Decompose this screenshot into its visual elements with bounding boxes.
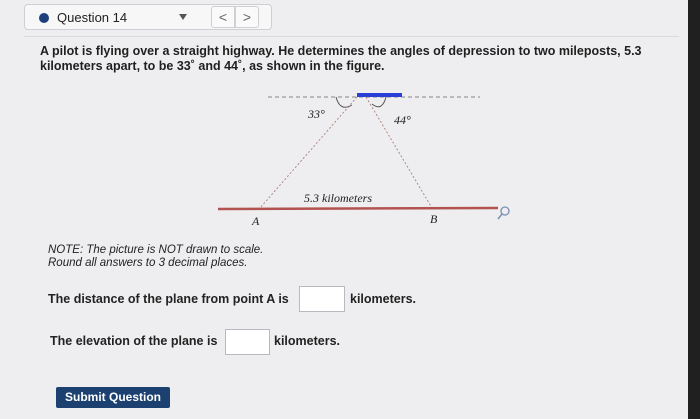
answer-1-input[interactable] xyxy=(299,286,345,312)
question-label: Question 14 xyxy=(57,10,128,25)
point-a-label: A xyxy=(252,214,260,228)
angle-label-right: 44° xyxy=(394,113,411,127)
question-1-unit: kilometers. xyxy=(350,292,417,306)
note-line-1: NOTE: The picture is NOT drawn to scale. xyxy=(48,244,264,256)
question-1-text: The distance of the plane from point A is xyxy=(48,292,289,306)
note-line-2: Round all answers to 3 decimal places. xyxy=(48,257,248,269)
highway-line xyxy=(218,208,498,209)
window-edge xyxy=(688,0,700,419)
zoom-icon xyxy=(498,207,509,219)
angle-label-left: 33° xyxy=(308,107,325,121)
angle-arc-right xyxy=(372,97,386,107)
answer-2-input[interactable] xyxy=(225,329,270,355)
angle-arc-left xyxy=(336,97,352,107)
question-2-unit: kilometers. xyxy=(274,334,341,348)
question-2-text: The elevation of the plane is xyxy=(50,334,218,348)
problem-statement: A pilot is flying over a straight highway. He determines the angles of depression to two mileposts, 5.3 kilometers apart, to be 33˚ and 44˚, as shown in the figure. xyxy=(40,44,642,73)
point-b-label: B xyxy=(430,212,438,226)
previous-question-button[interactable]: < xyxy=(211,6,235,28)
submit-question-button[interactable]: Submit Question xyxy=(56,387,170,408)
note xyxy=(48,244,263,270)
next-question-button[interactable]: > xyxy=(235,6,259,28)
distance-label: 5.3 kilometers xyxy=(304,191,372,205)
